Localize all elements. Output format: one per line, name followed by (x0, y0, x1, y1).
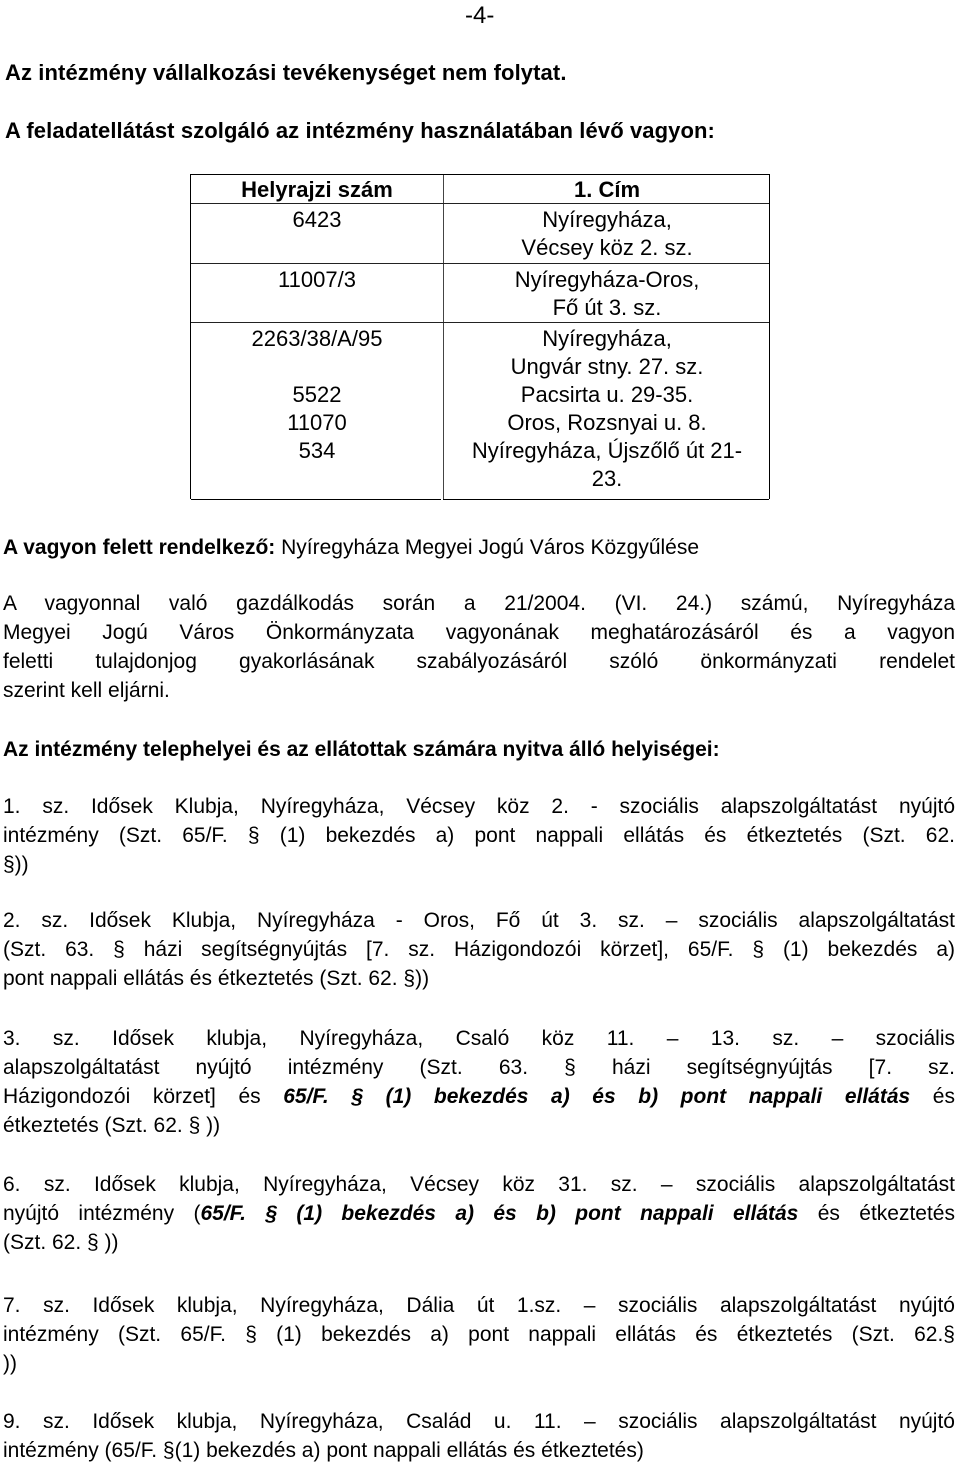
paragraph-line: szerint kell eljárni. (3, 679, 170, 702)
site-line: )) (3, 1352, 17, 1375)
site-line: intézmény (Szt. 65/F. § (1) bekezdés a) pont nappali ellátás és étkeztetés (Szt. 62.§ (3, 1323, 955, 1346)
site-line: 1. sz. Idősek Klubja, Nyíregyháza, Vécsey köz 2. - szociális alapszolgáltatást nyújtó (3, 795, 955, 818)
table-cell-cim: Oros, Rozsnyai u. 8. (507, 410, 707, 435)
table-row-divider (191, 203, 769, 204)
site-entry-2 (3, 906, 955, 993)
site-line: 6. sz. Idősek klubja, Nyíregyháza, Vécsey köz 31. sz. – szociális alapszolgáltatást (3, 1173, 955, 1196)
owner-line (3, 536, 699, 560)
table-row-divider (191, 322, 769, 323)
table-cell-cim: Pacsirta u. 29-35. (520, 382, 694, 407)
site-line: 9. sz. Idősek klubja, Nyíregyháza, Család u. 11. – szociális alapszolgáltatást nyújtó (3, 1410, 955, 1433)
site-line (3, 1082, 955, 1111)
page-number: -4- (465, 2, 495, 29)
site-line: intézmény (65/F. §(1) bekezdés a) pont nappali ellátás és étkeztetés) (3, 1439, 644, 1462)
table-cell-hrsz: 6423 (292, 207, 342, 232)
site-text: nyújtó intézmény ( (3, 1202, 201, 1225)
owner-label: A vagyon felett rendelkező: (3, 536, 276, 559)
table-cell-hrsz: 11007/3 (278, 267, 356, 292)
site-line: (Szt. 62. § )) (3, 1231, 119, 1254)
table-cell-cim: Nyíregyháza, (542, 326, 672, 351)
site-text: és (910, 1085, 955, 1108)
table-cell-cim: Nyíregyháza, Újszőlő út 21- (471, 438, 743, 463)
table-cell-cim: Fő út 3. sz. (552, 295, 662, 320)
paragraph-line: Megyei Jogú Város Önkormányzata vagyonának meghatározásáról és a vagyon (3, 621, 955, 644)
site-line: 2. sz. Idősek Klubja, Nyíregyháza - Oros, Fő út 3. sz. – szociális alapszolgáltatást (3, 909, 955, 932)
paragraph-line: feletti tulajdonjog gyakorlásának szabályozásáról szóló önkormányzati rendelet (3, 650, 955, 673)
table-cell-hrsz: 11070 (287, 410, 347, 435)
column-header-cim: 1. Cím (573, 177, 641, 202)
site-line: §)) (3, 853, 29, 876)
property-table (190, 174, 770, 499)
site-emphasis: 65/F. § (1) bekezdés a) és b) pont nappali ellátás (200, 1202, 799, 1225)
site-line: alapszolgáltatást nyújtó intézmény (Szt. 63. § házi segítségnyújtás [7. sz. (3, 1056, 955, 1079)
column-header-hrsz: Helyrajzi szám (241, 177, 393, 202)
site-line: 3. sz. Idősek klubja, Nyíregyháza, Csaló köz 11. – 13. sz. – szociális (3, 1027, 955, 1050)
site-entry-1 (3, 792, 955, 879)
site-entry-9 (3, 1407, 955, 1465)
table-cell-cim: Vécsey köz 2. sz. (521, 235, 693, 260)
paragraph-line: A vagyonnal való gazdálkodás során a 21/2004. (VI. 24.) számú, Nyíregyháza (3, 592, 955, 615)
site-entry-6 (3, 1170, 955, 1257)
table-cell-hrsz: 534 (298, 438, 336, 463)
table-cell-hrsz: 5522 (292, 382, 342, 407)
site-text: és étkeztetés (798, 1202, 955, 1225)
site-line: (Szt. 63. § házi segítségnyújtás [7. sz. Házigondozói körzet], 65/F. § (1) bekezdés a) (3, 938, 955, 961)
site-entry-3 (3, 1024, 955, 1140)
site-line: intézmény (Szt. 65/F. § (1) bekezdés a) pont nappali ellátás és étkeztetés (Szt. 62. (3, 824, 955, 847)
management-paragraph (3, 589, 955, 705)
owner-value: Nyíregyháza Megyei Jogú Város Közgyűlése (275, 536, 700, 559)
site-line: étkeztetés (Szt. 62. § )) (3, 1114, 221, 1137)
table-bottom-border (443, 499, 769, 500)
table-cell-hrsz: 2263/38/A/95 (251, 326, 383, 351)
site-emphasis: 65/F. § (1) bekezdés a) és b) pont nappali ellátás (283, 1085, 911, 1108)
site-entry-7 (3, 1291, 955, 1378)
table-cell-cim: Nyíregyháza, (542, 207, 672, 232)
table-cell-cim: Ungvár stny. 27. sz. (510, 354, 704, 379)
site-line (3, 1199, 955, 1228)
sites-heading: Az intézmény telephelyei és az ellátottak számára nyitva álló helyiségei: (3, 738, 720, 761)
table-row-divider (191, 263, 769, 264)
table-bottom-border (191, 499, 441, 500)
site-line: 7. sz. Idősek klubja, Nyíregyháza, Dália út 1.sz. – szociális alapszolgáltatást nyújtó (3, 1294, 955, 1317)
property-heading: A feladatellátást szolgáló az intézmény használatában lévő vagyon: (5, 118, 715, 143)
site-text: Házigondozói körzet] és (3, 1085, 284, 1108)
site-line: pont nappali ellátás és étkeztetés (Szt. 62. §)) (3, 967, 430, 990)
table-cell-cim: Nyíregyháza-Oros, (514, 267, 700, 292)
no-business-statement: Az intézmény vállalkozási tevékenységet nem folytat. (5, 60, 567, 85)
table-cell-cim: 23. (591, 466, 623, 491)
